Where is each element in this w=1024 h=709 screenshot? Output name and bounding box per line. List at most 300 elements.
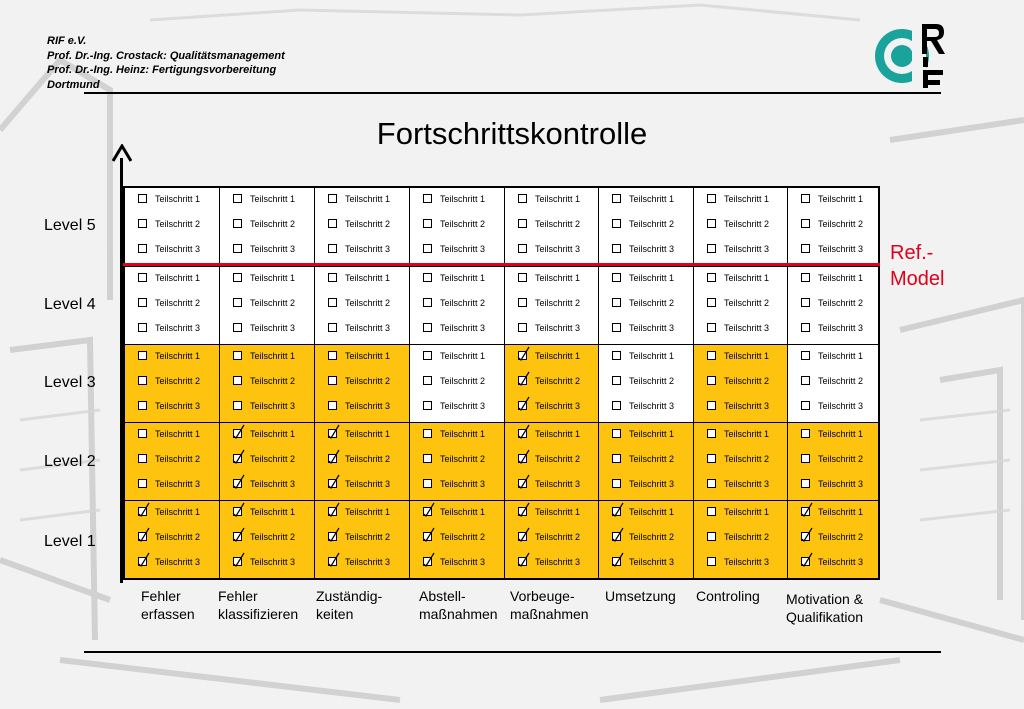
checkbox-icon[interactable] bbox=[707, 219, 716, 228]
teilschritt-label: Teilschritt 2 bbox=[535, 298, 581, 308]
checkbox-icon[interactable] bbox=[233, 298, 242, 307]
teilschritt-label: Teilschritt 1 bbox=[629, 194, 675, 204]
teilschritt-label: Teilschritt 2 bbox=[250, 454, 296, 464]
checkbox-icon[interactable] bbox=[138, 323, 147, 332]
teilschritt-item bbox=[599, 193, 693, 218]
column-label: Fehler klassifizieren bbox=[218, 588, 299, 622]
checkbox-icon[interactable] bbox=[707, 298, 716, 307]
matrix-cell bbox=[409, 188, 504, 266]
teilschritt-label: Teilschritt 2 bbox=[440, 376, 486, 386]
teilschritt-label: Teilschritt 3 bbox=[155, 557, 201, 567]
checked-checkbox-icon[interactable] bbox=[518, 429, 527, 438]
checked-checkbox-icon[interactable] bbox=[423, 557, 432, 566]
teilschritt-label: Teilschritt 3 bbox=[535, 401, 581, 411]
checked-checkbox-icon[interactable] bbox=[612, 532, 621, 541]
teilschritt-label: Teilschritt 2 bbox=[629, 376, 675, 386]
checked-checkbox-icon[interactable] bbox=[233, 557, 242, 566]
checkbox-icon[interactable] bbox=[233, 351, 242, 360]
checked-checkbox-icon[interactable] bbox=[233, 429, 242, 438]
teilschritt-label: Teilschritt 2 bbox=[818, 532, 864, 542]
matrix-cell bbox=[314, 501, 409, 578]
checkbox-icon[interactable] bbox=[612, 273, 621, 282]
checked-checkbox-icon[interactable] bbox=[328, 429, 337, 438]
teilschritt-item bbox=[599, 375, 693, 400]
matrix-cell bbox=[219, 501, 314, 578]
teilschritt-label: Teilschritt 2 bbox=[535, 219, 581, 229]
checkbox-icon[interactable] bbox=[138, 454, 147, 463]
matrix-cell bbox=[219, 345, 314, 422]
teilschritt-label: Teilschritt 3 bbox=[629, 401, 675, 411]
teilschritt-label: Teilschritt 1 bbox=[440, 507, 486, 517]
matrix-cell bbox=[409, 423, 504, 500]
teilschritt-item bbox=[410, 272, 504, 297]
teilschritt-label: Teilschritt 1 bbox=[440, 429, 486, 439]
checkbox-icon[interactable] bbox=[612, 298, 621, 307]
checkbox-icon[interactable] bbox=[801, 194, 810, 203]
checkbox-icon[interactable] bbox=[328, 244, 337, 253]
teilschritt-label: Teilschritt 1 bbox=[535, 273, 581, 283]
checkbox-icon[interactable] bbox=[801, 454, 810, 463]
checkbox-icon[interactable] bbox=[801, 244, 810, 253]
checkbox-icon[interactable] bbox=[138, 401, 147, 410]
teilschritt-label: Teilschritt 2 bbox=[440, 219, 486, 229]
teilschritt-item bbox=[125, 272, 219, 297]
checked-checkbox-icon[interactable] bbox=[233, 479, 242, 488]
teilschritt-item bbox=[220, 218, 314, 243]
checkbox-icon[interactable] bbox=[423, 401, 432, 410]
teilschritt-label: Teilschritt 1 bbox=[155, 507, 201, 517]
teilschritt-item bbox=[694, 272, 787, 297]
checkbox-icon[interactable] bbox=[612, 401, 621, 410]
checked-checkbox-icon[interactable] bbox=[518, 507, 527, 516]
checkbox-icon[interactable] bbox=[233, 244, 242, 253]
teilschritt-label: Teilschritt 3 bbox=[724, 323, 770, 333]
level-label: Level 3 bbox=[44, 374, 96, 391]
checkbox-icon[interactable] bbox=[612, 351, 621, 360]
teilschritt-label: Teilschritt 1 bbox=[724, 194, 770, 204]
teilschritt-label: Teilschritt 1 bbox=[818, 507, 864, 517]
matrix-cell bbox=[693, 345, 787, 422]
header-block bbox=[47, 34, 285, 92]
teilschritt-label: Teilschritt 3 bbox=[440, 479, 486, 489]
teilschritt-item bbox=[505, 297, 598, 322]
matrix-cell bbox=[787, 188, 878, 266]
teilschritt-item bbox=[315, 297, 409, 322]
checkbox-icon[interactable] bbox=[707, 532, 716, 541]
teilschritt-label: Teilschritt 2 bbox=[818, 219, 864, 229]
teilschritt-label: Teilschritt 1 bbox=[535, 351, 581, 361]
checkbox-icon[interactable] bbox=[707, 244, 716, 253]
teilschritt-item bbox=[694, 531, 787, 556]
teilschritt-label: Teilschritt 1 bbox=[535, 194, 581, 204]
checkbox-icon[interactable] bbox=[328, 194, 337, 203]
teilschritt-label: Teilschritt 2 bbox=[818, 376, 864, 386]
checkbox-icon[interactable] bbox=[707, 323, 716, 332]
teilschritt-label: Teilschritt 2 bbox=[724, 219, 770, 229]
checkbox-icon[interactable] bbox=[138, 429, 147, 438]
teilschritt-item bbox=[315, 193, 409, 218]
matrix-cell bbox=[504, 188, 598, 266]
checked-checkbox-icon[interactable] bbox=[423, 532, 432, 541]
teilschritt-label: Teilschritt 1 bbox=[155, 273, 201, 283]
teilschritt-label: Teilschritt 2 bbox=[818, 298, 864, 308]
teilschritt-item bbox=[220, 193, 314, 218]
checkbox-icon[interactable] bbox=[423, 351, 432, 360]
teilschritt-item bbox=[599, 272, 693, 297]
teilschritt-label: Teilschritt 3 bbox=[629, 244, 675, 254]
teilschritt-item bbox=[315, 375, 409, 400]
teilschritt-label: Teilschritt 2 bbox=[345, 219, 391, 229]
checkbox-icon[interactable] bbox=[518, 219, 527, 228]
checkbox-icon[interactable] bbox=[707, 507, 716, 516]
teilschritt-label: Teilschritt 3 bbox=[250, 244, 296, 254]
checkbox-icon[interactable] bbox=[328, 323, 337, 332]
matrix-cell bbox=[409, 501, 504, 578]
teilschritt-label: Teilschritt 1 bbox=[440, 194, 486, 204]
teilschritt-item bbox=[220, 297, 314, 322]
teilschritt-label: Teilschritt 2 bbox=[345, 376, 391, 386]
checkbox-icon[interactable] bbox=[801, 219, 810, 228]
checkbox-icon[interactable] bbox=[328, 351, 337, 360]
checkbox-icon[interactable] bbox=[801, 273, 810, 282]
checkbox-icon[interactable] bbox=[138, 219, 147, 228]
checked-checkbox-icon[interactable] bbox=[328, 532, 337, 541]
teilschritt-label: Teilschritt 3 bbox=[818, 244, 864, 254]
teilschritt-item bbox=[694, 193, 787, 218]
matrix-cell bbox=[787, 423, 878, 500]
matrix-cell bbox=[504, 501, 598, 578]
level-label: Level 5 bbox=[44, 217, 96, 234]
checkbox-icon[interactable] bbox=[233, 219, 242, 228]
checkbox-icon[interactable] bbox=[423, 429, 432, 438]
teilschritt-item bbox=[788, 272, 878, 297]
matrix-cell bbox=[787, 345, 878, 422]
matrix-cell bbox=[409, 345, 504, 422]
checkbox-icon[interactable] bbox=[707, 429, 716, 438]
checked-checkbox-icon[interactable] bbox=[233, 507, 242, 516]
checkbox-icon[interactable] bbox=[233, 273, 242, 282]
teilschritt-label: Teilschritt 3 bbox=[818, 557, 864, 567]
matrix-cell bbox=[693, 501, 787, 578]
teilschritt-label: Teilschritt 1 bbox=[155, 351, 201, 361]
teilschritt-label: Teilschritt 2 bbox=[535, 376, 581, 386]
checkbox-icon[interactable] bbox=[423, 273, 432, 282]
column-label: Fehler erfassen bbox=[141, 588, 195, 622]
teilschritt-item bbox=[694, 556, 787, 581]
checkbox-icon[interactable] bbox=[518, 194, 527, 203]
checkbox-icon[interactable] bbox=[518, 298, 527, 307]
checkbox-icon[interactable] bbox=[707, 351, 716, 360]
teilschritt-label: Teilschritt 2 bbox=[155, 532, 201, 542]
checkbox-icon[interactable] bbox=[423, 244, 432, 253]
checkbox-icon[interactable] bbox=[707, 376, 716, 385]
teilschritt-label: Teilschritt 1 bbox=[155, 194, 201, 204]
teilschritt-label: Teilschritt 2 bbox=[440, 454, 486, 464]
checked-checkbox-icon[interactable] bbox=[138, 557, 147, 566]
checkbox-icon[interactable] bbox=[518, 323, 527, 332]
checked-checkbox-icon[interactable] bbox=[423, 507, 432, 516]
matrix-cell bbox=[125, 423, 219, 500]
checked-checkbox-icon[interactable] bbox=[138, 507, 147, 516]
checkbox-icon[interactable] bbox=[138, 298, 147, 307]
teilschritt-label: Teilschritt 1 bbox=[818, 351, 864, 361]
teilschritt-label: Teilschritt 1 bbox=[535, 507, 581, 517]
teilschritt-item bbox=[410, 218, 504, 243]
checkbox-icon[interactable] bbox=[423, 323, 432, 332]
checked-checkbox-icon[interactable] bbox=[138, 532, 147, 541]
teilschritt-item bbox=[125, 375, 219, 400]
matrix-cell bbox=[598, 345, 693, 422]
checkbox-icon[interactable] bbox=[423, 298, 432, 307]
checkbox-icon[interactable] bbox=[328, 273, 337, 282]
checked-checkbox-icon[interactable] bbox=[518, 454, 527, 463]
teilschritt-label: Teilschritt 3 bbox=[724, 244, 770, 254]
checked-checkbox-icon[interactable] bbox=[518, 376, 527, 385]
teilschritt-item bbox=[788, 350, 878, 375]
checkbox-icon[interactable] bbox=[423, 194, 432, 203]
checked-checkbox-icon[interactable] bbox=[328, 507, 337, 516]
checkbox-icon[interactable] bbox=[801, 479, 810, 488]
teilschritt-label: Teilschritt 2 bbox=[629, 454, 675, 464]
matrix-cell bbox=[504, 345, 598, 422]
checkbox-icon[interactable] bbox=[612, 219, 621, 228]
teilschritt-label: Teilschritt 1 bbox=[345, 273, 391, 283]
checkbox-icon[interactable] bbox=[328, 219, 337, 228]
teilschritt-item bbox=[125, 556, 219, 581]
teilschritt-item bbox=[125, 218, 219, 243]
teilschritt-label: Teilschritt 2 bbox=[629, 219, 675, 229]
checkbox-icon[interactable] bbox=[518, 273, 527, 282]
teilschritt-label: Teilschritt 3 bbox=[724, 557, 770, 567]
teilschritt-item bbox=[410, 428, 504, 453]
level-label: Level 1 bbox=[44, 533, 96, 550]
teilschritt-item bbox=[599, 218, 693, 243]
teilschritt-item bbox=[410, 556, 504, 581]
teilschritt-item bbox=[694, 375, 787, 400]
checkbox-icon[interactable] bbox=[328, 401, 337, 410]
teilschritt-label: Teilschritt 1 bbox=[724, 351, 770, 361]
level-row bbox=[125, 344, 878, 422]
checkbox-icon[interactable] bbox=[612, 454, 621, 463]
checkbox-icon[interactable] bbox=[138, 273, 147, 282]
checked-checkbox-icon[interactable] bbox=[518, 351, 527, 360]
level-row bbox=[125, 422, 878, 500]
checkbox-icon[interactable] bbox=[612, 194, 621, 203]
matrix-cell bbox=[314, 345, 409, 422]
teilschritt-label: Teilschritt 3 bbox=[345, 401, 391, 411]
teilschritt-item bbox=[599, 297, 693, 322]
teilschritt-label: Teilschritt 2 bbox=[155, 454, 201, 464]
teilschritt-label: Teilschritt 3 bbox=[724, 479, 770, 489]
teilschritt-label: Teilschritt 3 bbox=[155, 479, 201, 489]
checkbox-icon[interactable] bbox=[707, 557, 716, 566]
checkbox-icon[interactable] bbox=[138, 194, 147, 203]
checkbox-icon[interactable] bbox=[801, 351, 810, 360]
checkbox-icon[interactable] bbox=[423, 376, 432, 385]
teilschritt-item bbox=[788, 193, 878, 218]
teilschritt-label: Teilschritt 3 bbox=[345, 479, 391, 489]
teilschritt-item bbox=[599, 350, 693, 375]
teilschritt-item bbox=[694, 350, 787, 375]
teilschritt-label: Teilschritt 2 bbox=[250, 532, 296, 542]
teilschritt-label: Teilschritt 3 bbox=[629, 557, 675, 567]
matrix-cell bbox=[693, 267, 787, 344]
checked-checkbox-icon[interactable] bbox=[518, 401, 527, 410]
teilschritt-item bbox=[125, 297, 219, 322]
checkbox-icon[interactable] bbox=[707, 454, 716, 463]
checked-checkbox-icon[interactable] bbox=[328, 454, 337, 463]
checkbox-icon[interactable] bbox=[707, 273, 716, 282]
checkbox-icon[interactable] bbox=[612, 323, 621, 332]
teilschritt-label: Teilschritt 2 bbox=[250, 219, 296, 229]
teilschritt-label: Teilschritt 2 bbox=[345, 532, 391, 542]
matrix-cell bbox=[219, 267, 314, 344]
teilschritt-label: Teilschritt 3 bbox=[155, 323, 201, 333]
checked-checkbox-icon[interactable] bbox=[801, 557, 810, 566]
matrix-cell bbox=[219, 188, 314, 266]
teilschritt-label: Teilschritt 3 bbox=[250, 479, 296, 489]
level-row bbox=[125, 188, 878, 266]
teilschritt-label: Teilschritt 2 bbox=[155, 376, 201, 386]
checkbox-icon[interactable] bbox=[423, 479, 432, 488]
checkbox-icon[interactable] bbox=[328, 298, 337, 307]
teilschritt-item bbox=[694, 218, 787, 243]
teilschritt-item bbox=[505, 272, 598, 297]
checkbox-icon[interactable] bbox=[801, 376, 810, 385]
teilschritt-label: Teilschritt 2 bbox=[440, 298, 486, 308]
matrix-cell bbox=[409, 267, 504, 344]
teilschritt-item bbox=[410, 297, 504, 322]
checkbox-icon[interactable] bbox=[612, 429, 621, 438]
teilschritt-item bbox=[694, 297, 787, 322]
checkbox-icon[interactable] bbox=[612, 376, 621, 385]
teilschritt-item bbox=[788, 556, 878, 581]
checkbox-icon[interactable] bbox=[707, 401, 716, 410]
checkbox-icon[interactable] bbox=[423, 219, 432, 228]
matrix-cell bbox=[219, 423, 314, 500]
checked-checkbox-icon[interactable] bbox=[233, 532, 242, 541]
teilschritt-item bbox=[315, 272, 409, 297]
checkbox-icon[interactable] bbox=[233, 401, 242, 410]
teilschritt-label: Teilschritt 3 bbox=[250, 557, 296, 567]
teilschritt-label: Teilschritt 1 bbox=[629, 273, 675, 283]
checkbox-icon[interactable] bbox=[138, 244, 147, 253]
checkbox-icon[interactable] bbox=[801, 429, 810, 438]
teilschritt-label: Teilschritt 2 bbox=[724, 454, 770, 464]
teilschritt-label: Teilschritt 3 bbox=[345, 244, 391, 254]
teilschritt-item bbox=[788, 428, 878, 453]
checked-checkbox-icon[interactable] bbox=[801, 507, 810, 516]
teilschritt-item bbox=[788, 297, 878, 322]
teilschritt-item bbox=[410, 375, 504, 400]
teilschritt-label: Teilschritt 2 bbox=[345, 298, 391, 308]
teilschritt-item bbox=[220, 272, 314, 297]
checkbox-icon[interactable] bbox=[328, 376, 337, 385]
teilschritt-label: Teilschritt 1 bbox=[155, 429, 201, 439]
teilschritt-label: Teilschritt 3 bbox=[250, 401, 296, 411]
header-line-qm: Prof. Dr.-Ing. Crostack: Qualitätsmanagement bbox=[47, 49, 285, 62]
checked-checkbox-icon[interactable] bbox=[518, 557, 527, 566]
teilschritt-label: Teilschritt 2 bbox=[724, 532, 770, 542]
checkbox-icon[interactable] bbox=[612, 244, 621, 253]
checkbox-icon[interactable] bbox=[707, 479, 716, 488]
matrix-cell bbox=[125, 267, 219, 344]
checked-checkbox-icon[interactable] bbox=[612, 557, 621, 566]
teilschritt-item bbox=[694, 453, 787, 478]
teilschritt-item bbox=[410, 193, 504, 218]
teilschritt-label: Teilschritt 1 bbox=[818, 273, 864, 283]
checkbox-icon[interactable] bbox=[801, 298, 810, 307]
teilschritt-item bbox=[599, 428, 693, 453]
checkbox-icon[interactable] bbox=[518, 244, 527, 253]
checkbox-icon[interactable] bbox=[138, 351, 147, 360]
teilschritt-label: Teilschritt 1 bbox=[250, 429, 296, 439]
teilschritt-label: Teilschritt 1 bbox=[724, 429, 770, 439]
teilschritt-item bbox=[599, 556, 693, 581]
level-row bbox=[125, 266, 878, 344]
teilschritt-label: Teilschritt 2 bbox=[250, 298, 296, 308]
arrow-up-icon bbox=[112, 144, 132, 162]
teilschritt-label: Teilschritt 3 bbox=[440, 244, 486, 254]
checked-checkbox-icon[interactable] bbox=[233, 454, 242, 463]
teilschritt-label: Teilschritt 1 bbox=[345, 507, 391, 517]
teilschritt-item bbox=[788, 375, 878, 400]
bottom-rule bbox=[84, 651, 941, 653]
matrix-cell bbox=[598, 501, 693, 578]
matrix-cell bbox=[693, 188, 787, 266]
teilschritt-item bbox=[694, 428, 787, 453]
teilschritt-item bbox=[220, 556, 314, 581]
teilschritt-item bbox=[315, 218, 409, 243]
teilschritt-label: Teilschritt 1 bbox=[250, 273, 296, 283]
reference-model-line bbox=[123, 263, 880, 266]
teilschritt-label: Teilschritt 3 bbox=[818, 323, 864, 333]
checked-checkbox-icon[interactable] bbox=[518, 532, 527, 541]
teilschritt-item bbox=[125, 453, 219, 478]
teilschritt-label: Teilschritt 3 bbox=[535, 244, 581, 254]
teilschritt-item bbox=[125, 428, 219, 453]
checkbox-icon[interactable] bbox=[233, 376, 242, 385]
level-row bbox=[125, 500, 878, 578]
checkbox-icon[interactable] bbox=[423, 454, 432, 463]
level-label: Level 2 bbox=[44, 453, 96, 470]
teilschritt-item bbox=[315, 556, 409, 581]
checkbox-icon[interactable] bbox=[707, 194, 716, 203]
teilschritt-item bbox=[410, 350, 504, 375]
checked-checkbox-icon[interactable] bbox=[328, 557, 337, 566]
checked-checkbox-icon[interactable] bbox=[612, 507, 621, 516]
checkbox-icon[interactable] bbox=[233, 323, 242, 332]
matrix-cell bbox=[598, 423, 693, 500]
checkbox-icon[interactable] bbox=[138, 479, 147, 488]
checked-checkbox-icon[interactable] bbox=[801, 532, 810, 541]
teilschritt-label: Teilschritt 3 bbox=[155, 401, 201, 411]
matrix-cell bbox=[598, 267, 693, 344]
teilschritt-item bbox=[220, 350, 314, 375]
column-label: Motivation & Qualifikation bbox=[786, 591, 864, 625]
checked-checkbox-icon[interactable] bbox=[518, 479, 527, 488]
teilschritt-label: Teilschritt 1 bbox=[440, 351, 486, 361]
teilschritt-label: Teilschritt 1 bbox=[629, 429, 675, 439]
checked-checkbox-icon[interactable] bbox=[328, 479, 337, 488]
checkbox-icon[interactable] bbox=[612, 479, 621, 488]
checkbox-icon[interactable] bbox=[233, 194, 242, 203]
teilschritt-label: Teilschritt 3 bbox=[440, 557, 486, 567]
teilschritt-label: Teilschritt 1 bbox=[535, 429, 581, 439]
checkbox-icon[interactable] bbox=[801, 401, 810, 410]
checkbox-icon[interactable] bbox=[138, 376, 147, 385]
checkbox-icon[interactable] bbox=[801, 323, 810, 332]
